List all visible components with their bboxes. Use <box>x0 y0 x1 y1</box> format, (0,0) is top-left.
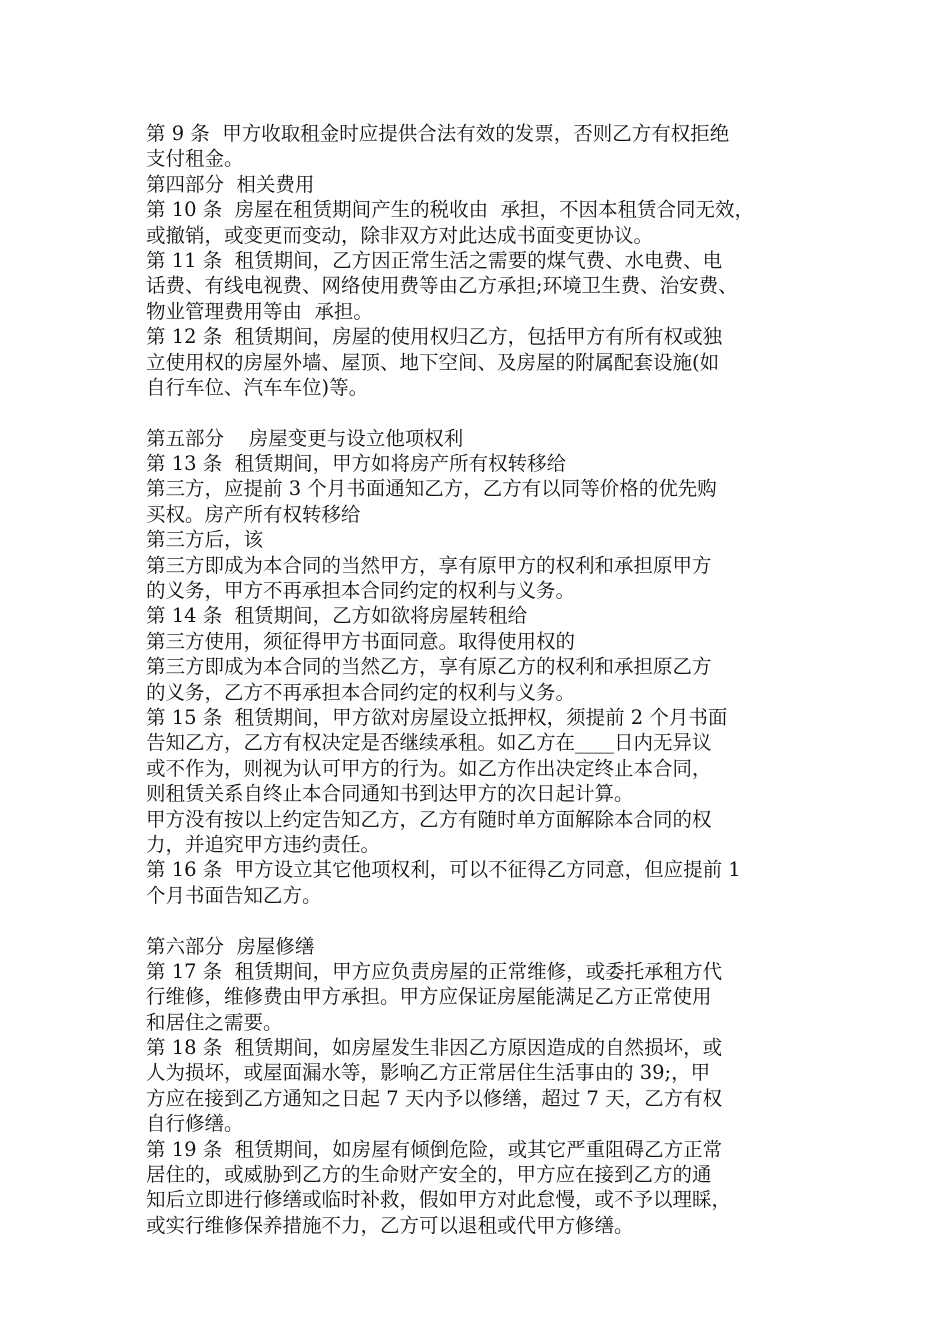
blank-line <box>146 908 811 933</box>
document-line: 第三方即成为本合同的当然甲方，享有原甲方的权利和承担原甲方 <box>146 553 712 577</box>
document-line: 话费、有线电视费、网络使用费等由乙方承担;环境卫生费、治安费、 <box>146 274 738 298</box>
document-line: 立使用权的房屋外墙、屋顶、地下空间、及房屋的附属配套设施(如 <box>146 350 720 374</box>
document-line: 第 11 条 租赁期间，乙方因正常生活之需要的煤气费、水电费、电 <box>146 248 723 272</box>
section-heading: 第四部分 相关费用 <box>146 172 315 196</box>
document-line: 的义务，甲方不再承担本合同约定的权利与义务。 <box>146 579 576 603</box>
document-line: 或实行维修保养措施不力，乙方可以退租或代甲方修缮。 <box>146 1213 634 1237</box>
document-line: 的义务，乙方不再承担本合同约定的权利与义务。 <box>146 680 576 704</box>
document-line: 居住的，或威胁到乙方的生命财产安全的，甲方应在接到乙方的通 <box>146 1163 712 1187</box>
blank-line <box>146 400 811 425</box>
document-line: 买权。房产所有权转移给 <box>146 502 361 526</box>
document-line: 第 19 条 租赁期间，如房屋有倾倒危险，或其它严重阻碍乙方正常 <box>146 1137 723 1161</box>
document-line: 第 12 条 租赁期间，房屋的使用权归乙方，包括甲方有所有权或独 <box>146 325 723 349</box>
document-line: 和居住之需要。 <box>146 1010 283 1034</box>
document-line: 告知乙方，乙方有权决定是否继续承租。如乙方在____日内无异议 <box>146 731 712 755</box>
document-line: 甲方没有按以上约定告知乙方，乙方有随时单方面解除本合同的权 <box>146 807 712 831</box>
document-line: 或撤销，或变更而变动，除非双方对此达成书面变更协议。 <box>146 223 654 247</box>
document-line: 力，并追究甲方违约责任。 <box>146 832 381 856</box>
document-line: 第 17 条 租赁期间，甲方应负责房屋的正常维修，或委托承租方代 <box>146 959 723 983</box>
document-line: 第 15 条 租赁期间，甲方欲对房屋设立抵押权，须提前 2 个月书面 <box>146 705 728 729</box>
document-line: 或不作为，则视为认可甲方的行为。如乙方作出决定终止本合同， <box>146 756 712 780</box>
document-line: 第 14 条 租赁期间，乙方如欲将房屋转租给 <box>146 604 528 628</box>
document-line: 第 16 条 甲方设立其它他项权利，可以不征得乙方同意，但应提前 1 <box>146 858 741 882</box>
document-line: 自行修缮。 <box>146 1112 244 1136</box>
document-line: 第 10 条 房屋在租赁期间产生的税收由 承担，不因本租赁合同无效， <box>146 198 755 222</box>
document-line: 第三方即成为本合同的当然乙方，享有原乙方的权利和承担原乙方 <box>146 655 712 679</box>
document-line: 第三方使用，须征得甲方书面同意。取得使用权的 <box>146 629 576 653</box>
document-line: 人为损坏，或屋面漏水等，影响乙方正常居住生活事由的 39;，甲 <box>146 1061 711 1085</box>
document-line: 第三方后，该 <box>146 528 264 552</box>
document-line: 行维修，维修费由甲方承担。甲方应保证房屋能满足乙方正常使用 <box>146 985 712 1009</box>
document-line: 第 18 条 租赁期间，如房屋发生非因乙方原因造成的自然损坏，或 <box>146 1036 723 1060</box>
document-line: 个月书面告知乙方。 <box>146 883 322 907</box>
document-line: 知后立即进行修缮或临时补救，假如甲方对此怠慢，或不予以理睬， <box>146 1188 732 1212</box>
document-line: 支付租金。 <box>146 147 244 171</box>
document-line: 第 13 条 租赁期间，甲方如将房产所有权转移给 <box>146 452 567 476</box>
section-heading: 第五部分 房屋变更与设立他项权利 <box>146 426 464 450</box>
document-line: 第三方，应提前 3 个月书面通知乙方，乙方有以同等价格的优先购 <box>146 477 717 501</box>
section-heading: 第六部分 房屋修缮 <box>146 934 315 958</box>
document-body <box>146 121 811 1238</box>
document-line: 则租赁关系自终止本合同通知书到达甲方的次日起计算。 <box>146 782 634 806</box>
document-line: 自行车位、汽车车位)等。 <box>146 375 369 399</box>
document-line: 物业管理费用等由 承担。 <box>146 299 373 323</box>
document-line: 第 9 条 甲方收取租金时应提供合法有效的发票，否则乙方有权拒绝 <box>146 122 730 145</box>
document-line: 方应在接到乙方通知之日起 7 天内予以修缮，超过 7 天，乙方有权 <box>146 1086 723 1110</box>
